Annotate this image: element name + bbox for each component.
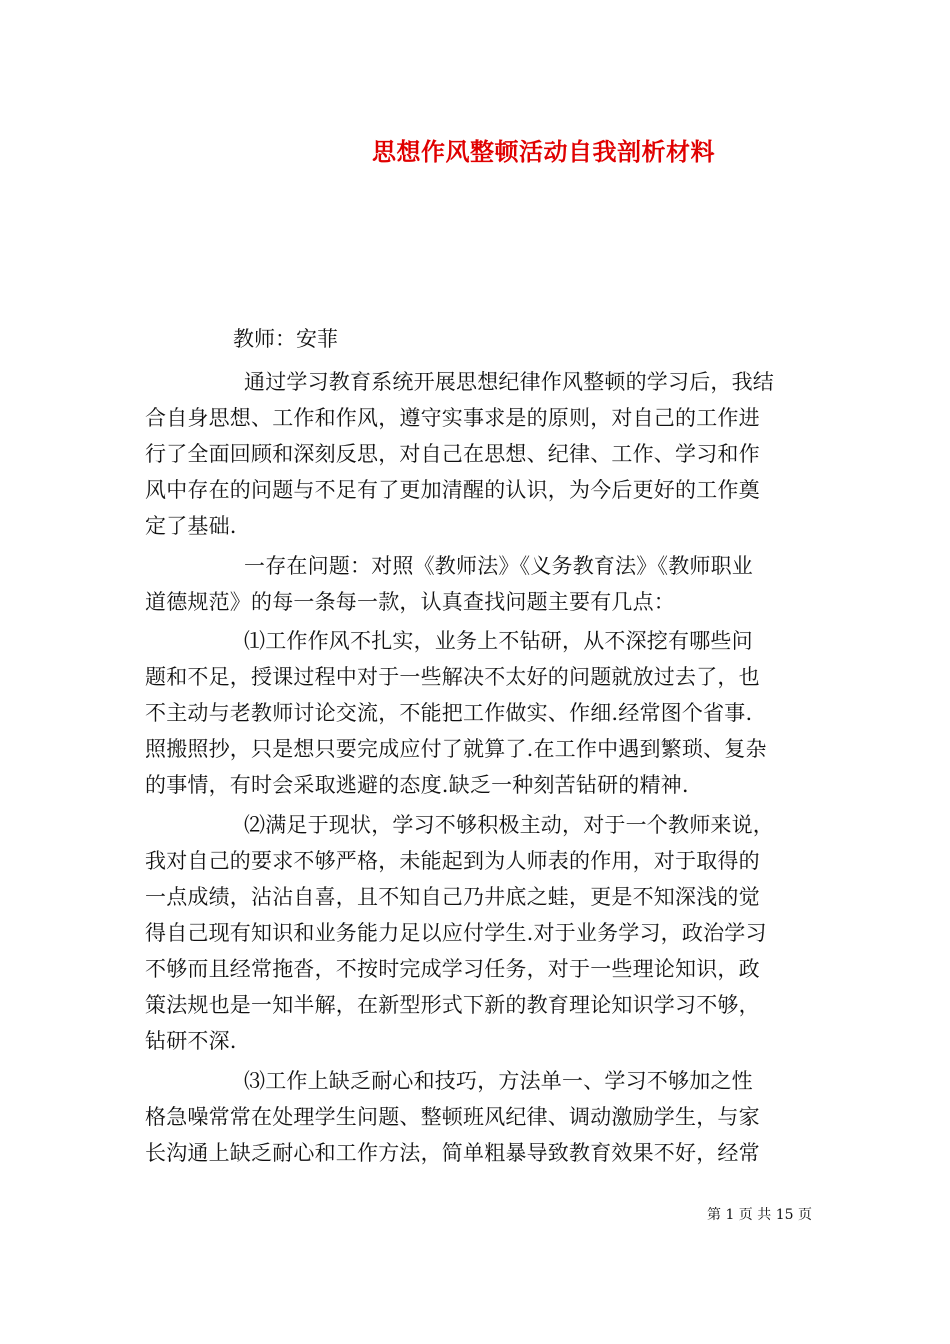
body-line: 格急噪常常在处理学生问题、整顿班风纪律、调动激励学生，与家 — [145, 1105, 760, 1129]
body-line: ⑶工作上缺乏耐心和技巧，方法单一、学习不够加之性 — [244, 1069, 753, 1093]
body-line: 策法规也是一知半解，在新型形式下新的教育理论知识学习不够， — [145, 993, 760, 1017]
body-line: 题和不足，授课过程中对于一些解决不太好的问题就放过去了，也 — [145, 665, 760, 689]
body-line: 一存在问题：对照《教师法》《义务教育法》《教师职业 — [244, 554, 753, 578]
body-line: 定了基础. — [145, 514, 237, 538]
body-line: 风中存在的问题与不足有了更加清醒的认识，为今后更好的工作奠 — [145, 478, 760, 502]
body-line: 钻研不深. — [145, 1029, 237, 1053]
body-line: 合自身思想、工作和作风，遵守实事求是的原则，对自己的工作进 — [145, 406, 760, 430]
body-line: 我对自己的要求不够严格，未能起到为人师表的作用，对于取得的 — [145, 849, 760, 873]
body-line: 行了全面回顾和深刻反思，对自己在思想、纪律、工作、学习和作 — [145, 442, 760, 466]
document-title: 思想作风整顿活动自我剖析材料 — [372, 137, 715, 166]
page-number-footer: 第 1 页 共 15 页 — [707, 1207, 812, 1223]
body-line: 一点成绩，沾沾自喜，且不知自己乃井底之蛙，更是不知深浅的觉 — [145, 885, 760, 909]
author-line: 教师：安菲 — [233, 327, 338, 351]
body-line: 不够而且经常拖沓，不按时完成学习任务，对于一些理论知识，政 — [145, 957, 760, 981]
body-line: 得自己现有知识和业务能力足以应付学生.对于业务学习，政治学习 — [145, 921, 767, 945]
body-line: 长沟通上缺乏耐心和工作方法，简单粗暴导致教育效果不好，经常 — [145, 1141, 760, 1165]
body-line: 不主动与老教师讨论交流，不能把工作做实、作细.经常图个省事. — [145, 701, 753, 725]
body-line: 的事情，有时会采取逃避的态度.缺乏一种刻苦钻研的精神. — [145, 773, 689, 797]
body-line: ⑵满足于现状，学习不够积极主动，对于一个教师来说， — [244, 813, 774, 837]
body-line: 通过学习教育系统开展思想纪律作风整顿的学习后，我结 — [244, 370, 774, 394]
body-line: 照搬照抄，只是想只要完成应付了就算了.在工作中遇到繁琐、复杂 — [145, 737, 767, 761]
body-line: ⑴工作作风不扎实，业务上不钻研，从不深挖有哪些问 — [244, 629, 753, 653]
body-line: 道德规范》的每一条每一款，认真查找问题主要有几点： — [145, 590, 675, 614]
